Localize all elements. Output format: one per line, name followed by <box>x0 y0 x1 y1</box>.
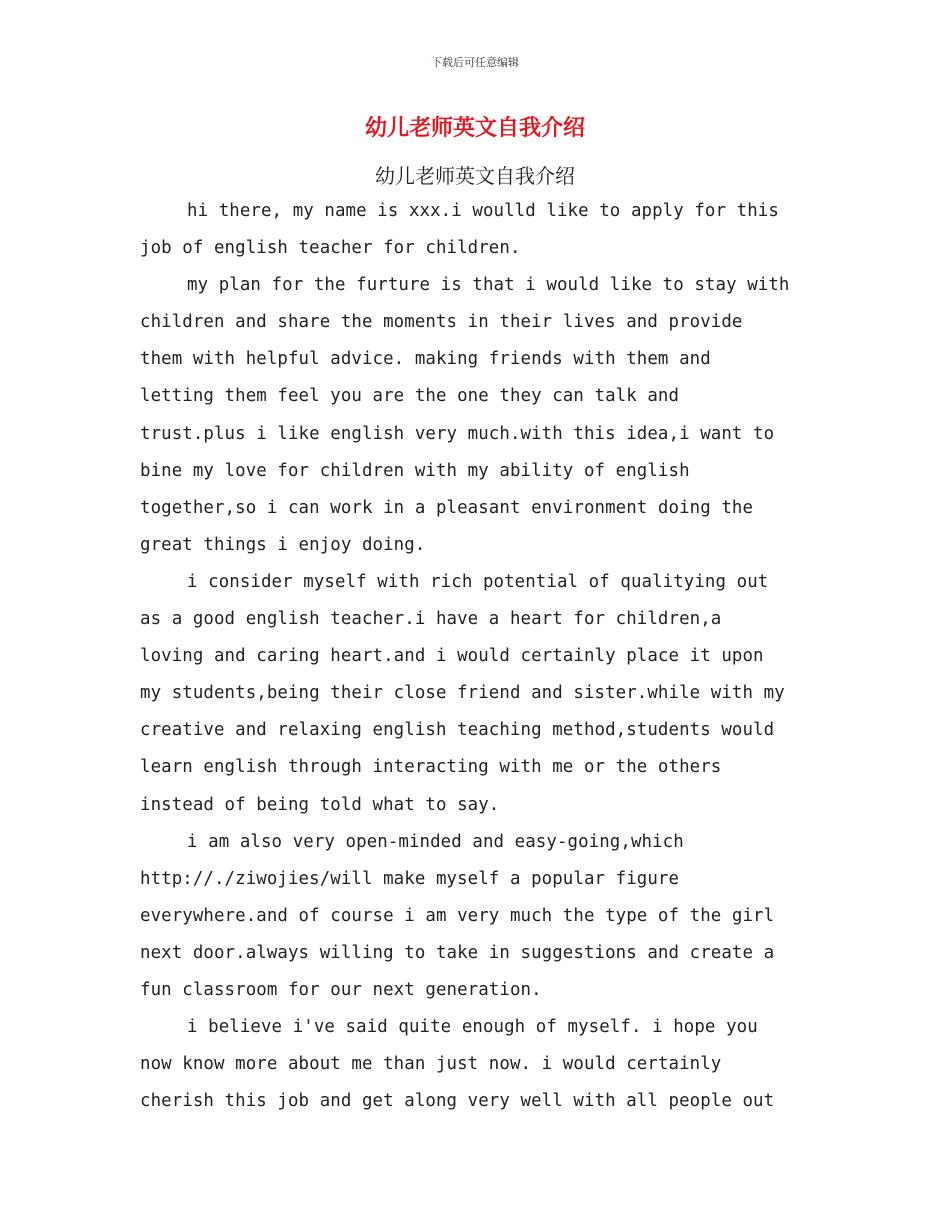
paragraph-plan: my plan for the furture is that i would like to stay with children and share the moments in their lives and provide them with helpful advice. making friends with them and letting them feel you are the one they can talk and trust.plus i like english very much.with this idea,i want to bine my love for children with my ability of english together,so i can work in a pleasant environment doing the great things i enjoy doing. <box>140 275 790 555</box>
document-title: 幼儿老师英文自我介绍 <box>364 115 585 141</box>
paragraph-personality: i am also very open-minded and easy-going,which http://./ziwojies/will make myself a popular figure everywhere.and of course i am very much the type of the girl next door.always willing to take in suggestions and create a fun classroom for our next generation. <box>140 831 775 1000</box>
header-note: 下载后可任意编辑 <box>431 56 519 69</box>
paragraph-potential: i consider myself with rich potential of qualitying out as a good english teacher.i have a heart for children,a loving and caring heart.and i would certainly place it upon my students,being their close friend and sister.while with my creative and relaxing english teaching method,students would learn english through interacting with me or the others instead of being told what to say. <box>140 571 785 815</box>
document-subtitle: 幼儿老师英文自我介绍 <box>375 164 575 188</box>
paragraph-intro: hi there, my name is xxx.i woulld like to apply for this job of english teacher for children. <box>140 201 779 259</box>
paragraph-closing: i believe i've said quite enough of myself. i hope you now know more about me than just now. i would certainly cherish this job and get along very well with all people out <box>140 1017 775 1112</box>
document-body <box>140 193 812 1120</box>
